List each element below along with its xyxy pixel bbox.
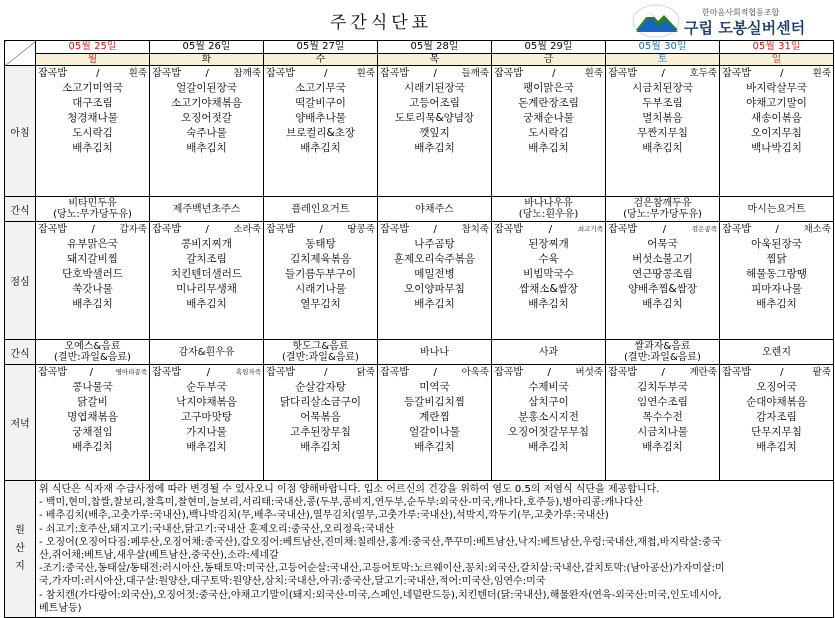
dinner-row [5,365,834,481]
porridge-name: 흰죽 [128,68,147,79]
mountain-logo-icon [632,4,682,38]
menu-item: 메밀전병 [414,268,455,280]
menu-item: 갈치조림 [186,253,227,265]
menu-item: 단무지무침 [751,426,802,438]
menu-item: 오이양파무침 [404,283,465,295]
rice-name: 잡곡밥 [494,224,523,235]
menu-item: 배추김치 [300,142,341,154]
org-name: 한마음사회적협동조합 [702,8,780,17]
dow-row [5,54,834,66]
menu-item: 배추김치 [642,441,683,453]
separator: / [324,367,328,378]
porridge-name: 검은콩죽 [691,225,717,233]
menu-item: 들기름두부구이 [284,268,356,280]
lunch-cell [378,222,492,340]
menu-item: 배추김치 [528,142,569,154]
table-corner [5,41,36,66]
snack-item: 바나나 [420,346,449,358]
day-date: 05월 30일 [606,41,720,54]
menu-item: 오이지무침 [751,127,802,139]
menu-item: 고등어조림 [409,97,460,109]
menu-item: 시금치나물 [637,426,688,438]
origin-note-line: 위 식단은 식자재 수급사정에 따라 변경될 수 있사오니 이점 양해바랍니다. 입소 어르신의 건강을 위하여 염도 0.5의 저염식 식단을 제공합니다. [39,484,660,495]
menu-item: 쌈채소&쌈장 [519,283,578,295]
porridge-name: 계란죽 [689,367,717,378]
lunch-cell [606,222,720,340]
snack2-cell [36,340,150,365]
menu-item: 배추김치 [528,441,569,453]
snack-item: 비타민두유 [68,198,117,209]
menu-item: 배추김치 [756,441,797,453]
snack-item: 감자&흰우유 [178,346,235,358]
separator: / [552,68,556,79]
separator: / [205,224,209,235]
separator: / [319,224,323,235]
menu-item: 비빔막국수 [523,268,574,280]
day-of-week: 수 [264,54,378,66]
lunch-cell [492,222,606,340]
porridge-name: 아욱죽 [461,367,489,378]
menu-item: 미역국 [419,381,450,393]
rice-name: 잡곡밥 [494,68,523,79]
menu-item: 양배추나물 [295,112,346,124]
dinner-cell [720,365,834,481]
menu-item: 오징어국 [756,381,797,393]
porridge-name: 팥죽 [812,367,831,378]
menu-item: 배추김치 [72,441,113,453]
menu-item: 나주곰탕 [414,238,455,250]
snack1-cell [492,197,606,222]
origin-notes [36,481,834,618]
snack-item: 핫도그&음료 [292,341,349,352]
menu-item: 배추김치 [414,298,455,310]
separator: / [661,68,665,79]
rice-porridge-line [150,365,263,380]
porridge-name: 닭죽 [356,367,375,378]
rice-porridge-line [720,365,833,380]
snack1-cell [36,197,150,222]
menu-item: 어묵볶음 [300,411,341,423]
menu-item: 두부조림 [642,97,683,109]
menu-item: 대구조림 [72,97,113,109]
porridge-name: 흰죽 [812,68,831,79]
rice-name: 잡곡밥 [722,68,751,79]
snack-item: (당노:무가당두유) [623,209,702,220]
menu-item: 계란찜 [419,411,450,423]
dinner-cell [606,365,720,481]
lunch-cell [264,222,378,340]
menu-item: 단호박샐러드 [62,268,123,280]
menu-item: 아욱된장국 [751,238,802,250]
menu-item: 버섯소불고기 [632,253,693,265]
menu-item: 닭갈비 [77,396,108,408]
separator: / [780,367,784,378]
rice-porridge-line [264,66,377,81]
rice-porridge-line [36,365,149,380]
menu-item: 피마자나물 [751,283,802,295]
center-name: 구립 도봉실버센터 [684,19,806,37]
origin-row [5,481,834,618]
rice-porridge-line [492,66,605,81]
snack-item: (결반:과일&음료) [624,352,701,363]
porridge-name: 참깨죽 [233,68,261,79]
date-row [5,41,834,54]
porridge-name: 흰죽 [584,68,603,79]
snack2-cell [492,340,606,365]
separator: / [661,367,665,378]
porridge-name: 참치죽 [461,224,489,235]
menu-item: 찜닭 [766,253,787,265]
rice-name: 잡곡밥 [608,68,637,79]
origin-note-line: 산,쥐어채:베트남,새우살(베트남산,중국산),소라:세네갈 [39,550,279,562]
menu-item: 임연수조림 [637,396,688,408]
snack2-label: 간식 [5,340,36,365]
menu-item: 어묵국 [647,238,678,250]
menu-item: 배추김치 [414,441,455,453]
rice-porridge-line [36,66,149,81]
day-of-week: 목 [378,54,492,66]
origin-note-line: - 백미,현미,찹쌀,찰보리,찰흑미,찰현미,늘보리,서리태:국내산,콩(두부,콩비지,연두부,순두부:외국산-미국,캐나다,호주등),병아리콩:캐나다산 [39,497,644,509]
breakfast-cell [378,66,492,197]
menu-item: 배추김치 [528,298,569,310]
snack2-cell [264,340,378,365]
porridge-name: 소라죽 [233,224,261,235]
rice-porridge-line [264,222,377,237]
rice-porridge-line [150,222,263,237]
menu-item: 배추김치 [186,441,227,453]
day-of-week: 토 [606,54,720,66]
rice-porridge-line [150,66,263,81]
menu-item: 목수수전 [642,411,683,423]
separator: / [547,367,551,378]
snack-item: 오예스&음료 [64,341,121,352]
day-of-week: 화 [150,54,264,66]
rice-name: 잡곡밥 [152,224,181,235]
menu-item: 야채고기말이 [746,97,807,109]
snack1-cell [606,197,720,222]
porridge-name: 쇠고기죽 [577,225,603,233]
menu-item: 궁채순나물 [523,112,574,124]
snack2-cell [606,340,720,365]
rice-porridge-line [492,222,605,237]
breakfast-label: 아침 [5,66,36,197]
porridge-name: 땅콩죽 [347,224,375,235]
porridge-name: 호두죽 [689,68,717,79]
breakfast-cell [720,66,834,197]
dinner-cell [492,365,606,481]
porridge-name: 버섯죽 [575,367,603,378]
snack-item: 야채주스 [415,203,454,215]
dinner-label: 저녁 [5,365,36,481]
menu-item: 소고기야채볶음 [170,97,242,109]
rice-name: 잡곡밥 [722,367,751,378]
menu-item: 얼갈이된장국 [176,82,237,94]
menu-item: 배추김치 [300,441,341,453]
separator: / [662,224,667,235]
menu-item: 미나리무생채 [176,283,237,295]
origin-label-text: 원산지 [15,525,25,573]
menu-item: 브로컬리&초장 [285,127,356,139]
snack-item: 쌀과자&음료 [634,341,691,352]
day-date: 05월 27일 [264,41,378,54]
dinner-cell [264,365,378,481]
rice-name: 잡곡밥 [266,224,295,235]
origin-note-line: - 참치캔(가다랑어:외국산),오징어젓:중국산,야채고기말이(돼지:외국산-미국,스페인,네덜란드등),치킨텐더(닭:국내산),해물완자(연육-외국산:미국,인도네시아, [39,589,722,601]
day-date: 05월 28일 [378,41,492,54]
menu-item: 배추김치 [72,298,113,310]
rice-porridge-line [492,365,605,380]
menu-item: 소고기미역국 [62,82,123,94]
menu-item: 낙지야채볶음 [176,396,237,408]
menu-item: 청경채나물 [67,112,118,124]
menu-item: 배추김치 [414,142,455,154]
menu-item: 바지락살무국 [746,82,807,94]
rice-name: 잡곡밥 [608,367,637,378]
snack-item: 제주백년초주스 [172,203,241,215]
weekly-menu-table [4,40,834,618]
dinner-cell [378,365,492,481]
lunch-cell [150,222,264,340]
breakfast-cell [606,66,720,197]
snack-item: 오렌지 [762,346,791,358]
day-of-week: 금 [492,54,606,66]
snack-item: 바나나우유 [524,198,573,209]
menu-item: 배추김치 [186,142,227,154]
day-of-week: 월 [36,54,150,66]
day-date: 05월 26일 [150,41,264,54]
menu-item: 시금치된장국 [632,82,693,94]
rice-name: 잡곡밥 [266,367,295,378]
menu-item: 훈제오리숙주볶음 [393,253,476,265]
rice-porridge-line [720,66,833,81]
porridge-name: 들깨죽 [461,68,489,79]
snack-item: 마시는요거트 [747,203,806,215]
menu-item: 삼치구이 [528,396,569,408]
rice-porridge-line [606,222,719,237]
menu-item: 유부맑은국 [67,238,118,250]
snack-item: 사과 [538,346,559,358]
rice-name: 잡곡밥 [38,367,67,378]
separator: / [324,68,328,79]
dinner-cell [150,365,264,481]
origin-note-line: 국,가자미:러시아산,대구살:원양산,대구토막:원양산,삼치:국내산,아귀:중국산,달고기:국내산,적어:미국산,임연수:미국 [39,576,546,588]
menu-item: 배추김치 [186,298,227,310]
menu-item: 돈계란장조림 [518,97,579,109]
snack-item: (결반:과일&음료) [282,352,359,363]
breakfast-row [5,66,834,197]
rice-name: 잡곡밥 [722,224,751,235]
menu-item: 배추김치 [756,298,797,310]
separator: / [780,68,784,79]
rice-porridge-line [606,365,719,380]
page-title: 주간식단표 [330,13,433,33]
menu-item: 깻잎지 [419,127,450,139]
menu-item: 무짠지무침 [637,127,688,139]
snack-item: 플레인요거트 [291,203,350,215]
menu-item: 연근땅콩조림 [632,268,693,280]
porridge-name: 흰죽 [356,68,375,79]
menu-item: 등갈비김치찜 [404,396,465,408]
rice-porridge-line [606,66,719,81]
menu-item: 돼지갈비찜 [67,253,118,265]
separator: / [433,367,437,378]
rice-name: 잡곡밥 [38,224,67,235]
snack1-cell [720,197,834,222]
menu-item: 배추김치 [72,142,113,154]
rice-name: 잡곡밥 [494,367,523,378]
origin-label [5,481,36,618]
menu-item: 오징어젓갈 [181,112,232,124]
center-logo [632,4,832,38]
snack2-row [5,340,834,365]
menu-item: 순대야채볶음 [746,396,807,408]
lunch-cell [720,222,834,340]
porridge-name: 갑자죽 [119,224,147,235]
menu-item: 닭다리살소금구이 [279,396,362,408]
menu-item: 쑥갓나물 [72,283,113,295]
menu-table-wrapper [0,40,835,614]
menu-item: 시래기된장국 [404,82,465,94]
menu-item: 순두부국 [186,381,227,393]
menu-item: 수육 [538,253,559,265]
menu-item: 궁채절임 [72,426,113,438]
menu-item: 된장찌개 [528,238,569,250]
breakfast-cell [150,66,264,197]
breakfast-cell [492,66,606,197]
separator: / [91,224,95,235]
menu-item: 감자조림 [756,411,797,423]
day-of-week: 일 [720,54,834,66]
rice-porridge-line [378,222,491,237]
origin-note-line: - 오징어(오징어다짐:페루산,오징어채:중국산),갑오징어:베트남산,진미채:칠레산,홍게:중국산,쭈꾸미:베트남산,낙지:베트남산,우렁:국내산,재첩,바지락살:중국 [39,536,722,548]
separator: / [206,367,211,378]
menu-item: 떡갈비구이 [295,97,346,109]
origin-note-line: -조기:중국산,동태살/동태전:러시아산,동태토막:미국산,고등어순살:국내산,고등어토막:노르웨이산,꽁치:외국산,갈치살:국내산,갈치토막:(남아공산)가자미살:미 [39,563,725,575]
menu-item: 동태탕 [305,238,336,250]
menu-item: 김치두부국 [637,381,688,393]
snack1-cell [378,197,492,222]
menu-item: 백나박김치 [751,142,802,154]
menu-item: 도토리묵&양념장 [394,112,475,124]
snack-item: (결반:과일&음료) [54,352,131,363]
menu-item: 수제비국 [528,381,569,393]
day-date: 05월 25일 [36,41,150,54]
rice-name: 잡곡밥 [266,68,295,79]
menu-item: 순살감자탕 [295,381,346,393]
menu-item: 팽이맑은국 [523,82,574,94]
menu-item: 명엽채볶음 [67,411,118,423]
rice-name: 잡곡밥 [152,367,181,378]
menu-item: 얼갈이나물 [409,426,460,438]
rice-porridge-line [264,365,377,380]
menu-item: 콩비지찌개 [181,238,232,250]
rice-porridge-line [378,365,491,380]
separator: / [433,68,437,79]
breakfast-cell [36,66,150,197]
snack-item: 검은참깨두유 [633,198,692,209]
porridge-name: 흑임자죽 [235,368,261,376]
porridge-name: 채소죽 [803,224,831,235]
separator: / [205,68,209,79]
separator: / [433,224,437,235]
menu-item: 해물동그랑땡 [746,268,807,280]
menu-item: 열무김치 [300,298,341,310]
lunch-label: 점심 [5,222,36,340]
menu-item: 오징어젓갈무무침 [507,426,590,438]
separator: / [96,68,100,79]
menu-item: 배추김치 [642,142,683,154]
snack1-cell [264,197,378,222]
rice-name: 잡곡밥 [152,68,181,79]
menu-item: 소고기무국 [295,82,346,94]
separator: / [775,224,779,235]
snack2-cell [378,340,492,365]
snack-item: (당노:흰우유) [518,209,579,220]
snack1-row [5,197,834,222]
menu-item: 고추된장무침 [290,426,351,438]
separator: / [548,224,553,235]
rice-porridge-line [378,66,491,81]
rice-porridge-line [720,222,833,237]
menu-item: 분홍소시지전 [518,411,579,423]
menu-item: 배추김치 [642,298,683,310]
origin-note-line: 베트남등) [39,602,82,614]
rice-porridge-line [36,222,149,237]
porridge-name: 병아리콩죽 [115,368,147,376]
breakfast-cell [264,66,378,197]
snack2-cell [150,340,264,365]
separator: / [89,367,93,378]
lunch-row [5,222,834,340]
day-date: 05월 31일 [720,41,834,54]
menu-item: 도시락김 [528,127,569,139]
snack1-label: 간식 [5,197,36,222]
snack1-cell [150,197,264,222]
rice-name: 잡곡밥 [380,224,409,235]
lunch-cell [36,222,150,340]
rice-name: 잡곡밥 [608,224,637,235]
snack2-cell [720,340,834,365]
origin-note-line: - 쇠고기:호주산,돼지고기:국내산,닭고기:국내산 훈제오리:중국산,오리정육:국내산 [39,523,395,535]
rice-name: 잡곡밥 [380,68,409,79]
menu-item: 양배추찜&쌈장 [627,283,698,295]
menu-item: 가지나물 [186,426,227,438]
menu-item: 콩나물국 [72,381,113,393]
menu-item: 고구마맛탕 [181,411,232,423]
menu-item: 김치제육볶음 [290,253,351,265]
menu-item: 도시락김 [72,127,113,139]
menu-item: 치킨텐더샐러드 [170,268,242,280]
menu-item: 시래기나물 [295,283,346,295]
day-date: 05월 29일 [492,41,606,54]
menu-item: 멸치볶음 [642,112,683,124]
rice-name: 잡곡밥 [380,367,409,378]
rice-name: 잡곡밥 [38,68,67,79]
menu-item: 숙주나물 [186,127,227,139]
origin-note-line: - 배추김치(배추,고춧가루:국내산),백나박김치(무,배추-국내산),열무김치(열무,고춧가루:국내산),석박지,깍두기(무,고춧가루:국내산) [39,510,609,522]
snack-item: (당노:무가당두유) [53,209,132,220]
dinner-cell [36,365,150,481]
menu-item: 새송이볶음 [751,112,802,124]
